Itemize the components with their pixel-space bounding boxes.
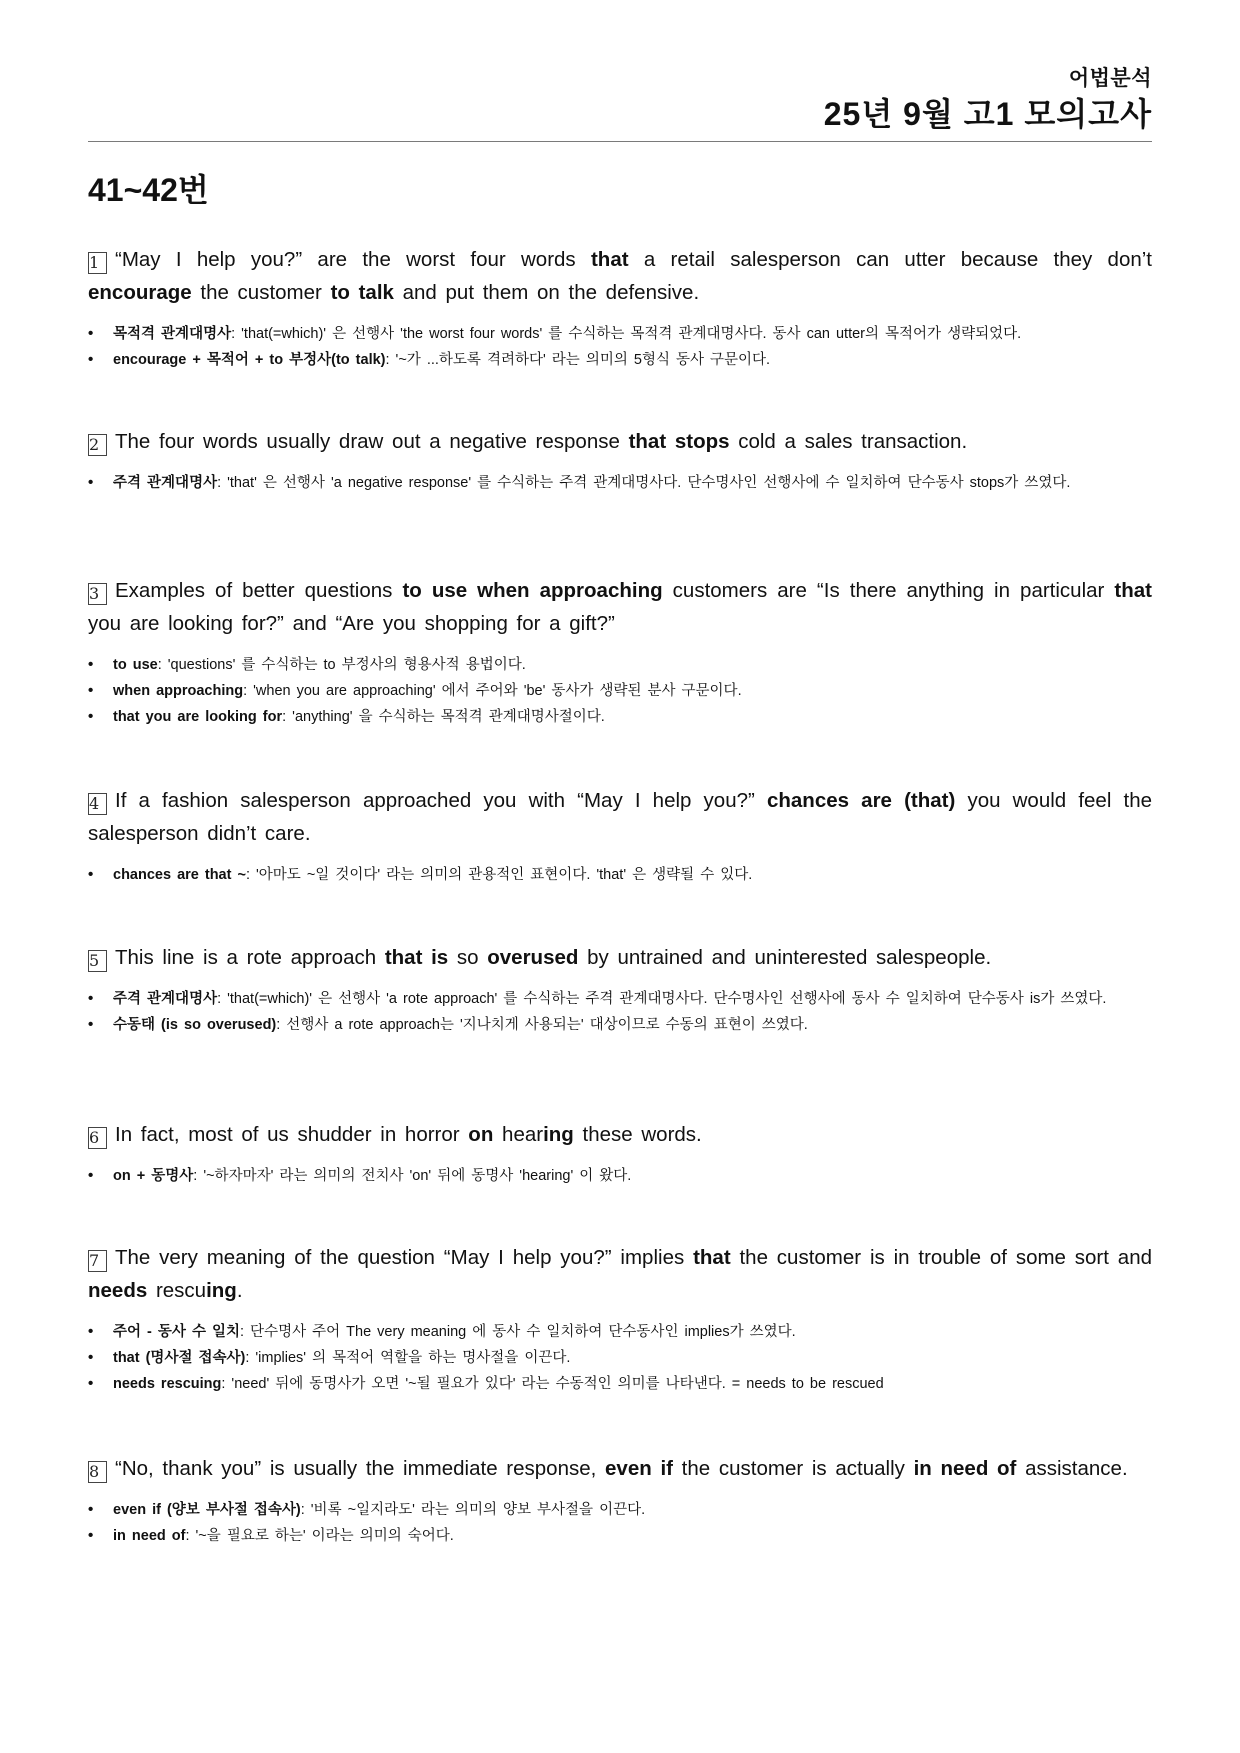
highlighted-grammar-phrase: that stops: [628, 430, 730, 453]
grammar-note-text: : 'that(=which)' 은 선행사 'a rote approach' 를 수식하는 주격 관계대명사다. 단수명사인 선행사에 동사 수 일치하여 단수동사 is가 쓰였다.: [217, 991, 1107, 1007]
sentence-text: you are looking for?” and “Are you shopping for a gift?”: [88, 612, 615, 635]
example-sentence: [88, 941, 1152, 974]
sentence-text: If a fashion salesperson approached you with “May I help you?”: [115, 789, 767, 812]
item-2: [88, 425, 1152, 496]
item-7: [88, 1241, 1152, 1397]
grammar-note-text: : '~을 필요로 하는' 이라는 의미의 숙어다.: [185, 1528, 454, 1544]
grammar-notes-list: [88, 470, 1152, 496]
grammar-note-label: when approaching: [113, 683, 244, 699]
highlighted-grammar-phrase: that: [693, 1246, 731, 1269]
grammar-note: [88, 862, 1152, 888]
grammar-note-text: : '비록 ~일지라도' 라는 의미의 양보 부사절을 이끈다.: [300, 1502, 646, 1518]
sentence-number-box: 1: [88, 252, 107, 274]
sentence-text: you would feel the salesperson didn’t care.: [88, 789, 1153, 845]
grammar-note-label: 목적격 관계대명사: [113, 326, 232, 342]
grammar-note-label: to use: [113, 657, 158, 673]
example-sentence: [88, 243, 1152, 309]
example-sentence: [88, 784, 1152, 850]
section-title: 41~42번: [88, 172, 209, 208]
sentence-text: rescu: [147, 1279, 207, 1302]
grammar-note-text: : 선행사 a rote approach는 '지나치게 사용되는' 대상이므로 수동의 표현이 쓰였다.: [276, 1017, 808, 1033]
grammar-notes-list: [88, 862, 1152, 888]
grammar-notes-list: [88, 1497, 1152, 1549]
item-4: [88, 784, 1152, 888]
grammar-note: [88, 470, 1152, 496]
grammar-notes-list: [88, 986, 1152, 1038]
highlighted-grammar-phrase: that: [1114, 579, 1152, 602]
highlighted-grammar-phrase: to use when approaching: [402, 579, 663, 602]
grammar-note-label: 주격 관계대명사: [113, 475, 218, 491]
sentence-text: customers are “Is there anything in particular: [662, 579, 1115, 602]
grammar-note-text: : 'anything' 을 수식하는 목적격 관계대명사절이다.: [282, 709, 605, 725]
grammar-note-label: that (명사절 접속사): [113, 1350, 246, 1366]
grammar-notes-list: [88, 321, 1152, 373]
example-sentence: [88, 1241, 1152, 1307]
item-1: [88, 243, 1152, 373]
grammar-note-text: : 'that(=which)' 은 선행사 'the worst four words' 를 수식하는 목적격 관계대명사다. 동사 can utter의 목적어가 생략되었다.: [231, 326, 1022, 342]
grammar-notes-list: [88, 652, 1152, 730]
item-5: [88, 941, 1152, 1038]
highlighted-grammar-phrase: ing: [206, 1279, 237, 1302]
highlighted-grammar-phrase: encourage: [88, 281, 192, 304]
grammar-note: [88, 1497, 1152, 1523]
highlighted-grammar-phrase: ing: [543, 1123, 574, 1146]
sentence-number-box: 3: [88, 583, 107, 605]
grammar-note: [88, 1345, 1152, 1371]
grammar-note-text: : '~하자마자' 라는 의미의 전치사 'on' 뒤에 동명사 'hearing' 이 왔다.: [193, 1168, 632, 1184]
sentence-text: cold a sales transaction.: [729, 430, 968, 453]
grammar-note-label: encourage + 목적어 + to 부정사(to talk): [113, 352, 386, 368]
sentence-text: hear: [493, 1123, 544, 1146]
grammar-notes-list: [88, 1163, 1152, 1189]
grammar-note-text: : 단수명사 주어 The very meaning 에 동사 수 일치하여 단수동사인 implies가 쓰였다.: [240, 1324, 796, 1340]
example-sentence: [88, 1452, 1152, 1485]
highlighted-grammar-phrase: to talk: [330, 281, 394, 304]
sentence-text: The four words usually draw out a negative response: [115, 430, 629, 453]
sentence-text: “May I help you?” are the worst four words: [115, 248, 591, 271]
sentence-number-box: 6: [88, 1127, 107, 1149]
grammar-note-label: 주격 관계대명사: [113, 991, 218, 1007]
sentence-number-box: 2: [88, 434, 107, 456]
grammar-note: [88, 321, 1152, 347]
highlighted-grammar-phrase: that is: [384, 946, 449, 969]
sentence-text: In fact, most of us shudder in horror: [115, 1123, 469, 1146]
header-subtitle: 어법분석: [1068, 67, 1152, 90]
grammar-note: [88, 1163, 1152, 1189]
sentence-text: The very meaning of the question “May I help you?” implies: [115, 1246, 694, 1269]
sentence-number-box: 8: [88, 1461, 107, 1483]
sentence-text: the customer is actually: [672, 1457, 914, 1480]
sentence-text: and put them on the defensive.: [393, 281, 700, 304]
sentence-text: these words.: [573, 1123, 702, 1146]
item-8: [88, 1452, 1152, 1549]
document-header: [824, 66, 1152, 134]
sentence-text: Examples of better questions: [115, 579, 403, 602]
sentence-number-box: 5: [88, 950, 107, 972]
highlighted-grammar-phrase: chances are (that): [766, 789, 956, 812]
item-3: [88, 574, 1152, 730]
sentence-text: .: [236, 1279, 243, 1302]
sentence-number-box: 7: [88, 1250, 107, 1272]
sentence-text: the customer: [191, 281, 331, 304]
highlighted-grammar-phrase: overused: [487, 946, 579, 969]
grammar-note: [88, 1523, 1152, 1549]
grammar-notes-list: [88, 1319, 1152, 1397]
item-6: [88, 1118, 1152, 1189]
grammar-note-text: : '아마도 ~일 것이다' 라는 의미의 관용적인 표현이다. 'that' 은 생략될 수 있다.: [245, 867, 753, 883]
grammar-note: [88, 678, 1152, 704]
grammar-note-label: chances are that ~: [113, 867, 246, 883]
highlighted-grammar-phrase: that: [590, 248, 629, 271]
grammar-note: [88, 704, 1152, 730]
grammar-note: [88, 1012, 1152, 1038]
sentence-text: “No, thank you” is usually the immediate response,: [115, 1457, 606, 1480]
grammar-note-label: on + 동명사: [113, 1168, 194, 1184]
example-sentence: [88, 425, 1152, 458]
sentence-text: a retail salesperson can utter because they don’t: [628, 248, 1152, 271]
grammar-note-label: needs rescuing: [113, 1376, 222, 1392]
grammar-note-label: even if (양보 부사절 접속사): [113, 1502, 301, 1518]
grammar-note: [88, 1319, 1152, 1345]
sentence-text: the customer is in trouble of some sort and: [730, 1246, 1152, 1269]
highlighted-grammar-phrase: even if: [605, 1457, 673, 1480]
grammar-note: [88, 986, 1152, 1012]
grammar-note-text: : 'questions' 를 수식하는 to 부정사의 형용사적 용법이다.: [157, 657, 526, 673]
grammar-note: [88, 652, 1152, 678]
grammar-note-text: : 'need' 뒤에 동명사가 오면 '~될 필요가 있다' 라는 수동적인 의미를 나타낸다. = needs to be rescued: [221, 1376, 884, 1392]
header-divider: [88, 141, 1152, 142]
highlighted-grammar-phrase: needs: [88, 1279, 148, 1302]
sentence-text: by untrained and uninterested salespeople.: [578, 946, 992, 969]
grammar-note-label: 주어 - 동사 수 일치: [113, 1324, 240, 1340]
grammar-note-label: 수동태 (is so overused): [113, 1017, 277, 1033]
grammar-note-text: : 'implies' 의 목적어 역할을 하는 명사절을 이끈다.: [245, 1350, 571, 1366]
sentence-text: so: [448, 946, 488, 969]
highlighted-grammar-phrase: on: [468, 1123, 494, 1146]
grammar-note: [88, 1371, 1152, 1397]
sentence-number-box: 4: [88, 793, 107, 815]
highlighted-grammar-phrase: in need of: [913, 1457, 1017, 1480]
sentence-text: This line is a rote approach: [115, 946, 385, 969]
grammar-note-text: : 'when you are approaching' 에서 주어와 'be' 동사가 생략된 분사 구문이다.: [243, 683, 742, 699]
grammar-note-text: : 'that' 은 선행사 'a negative response' 를 수식하는 주격 관계대명사다. 단수명사인 선행사에 수 일치하여 단수동사 stops가 쓰였다.: [217, 475, 1071, 491]
example-sentence: [88, 1118, 1152, 1151]
sentence-text: assistance.: [1016, 1457, 1128, 1480]
grammar-note-label: that you are looking for: [113, 709, 283, 725]
grammar-note-text: : '~가 ...하도록 격려하다' 라는 의미의 5형식 동사 구문이다.: [385, 352, 771, 368]
grammar-note-label: in need of: [113, 1528, 186, 1544]
example-sentence: [88, 574, 1152, 640]
grammar-note: [88, 347, 1152, 373]
header-title: 25년 9월 고1 모의고사: [823, 96, 1152, 132]
